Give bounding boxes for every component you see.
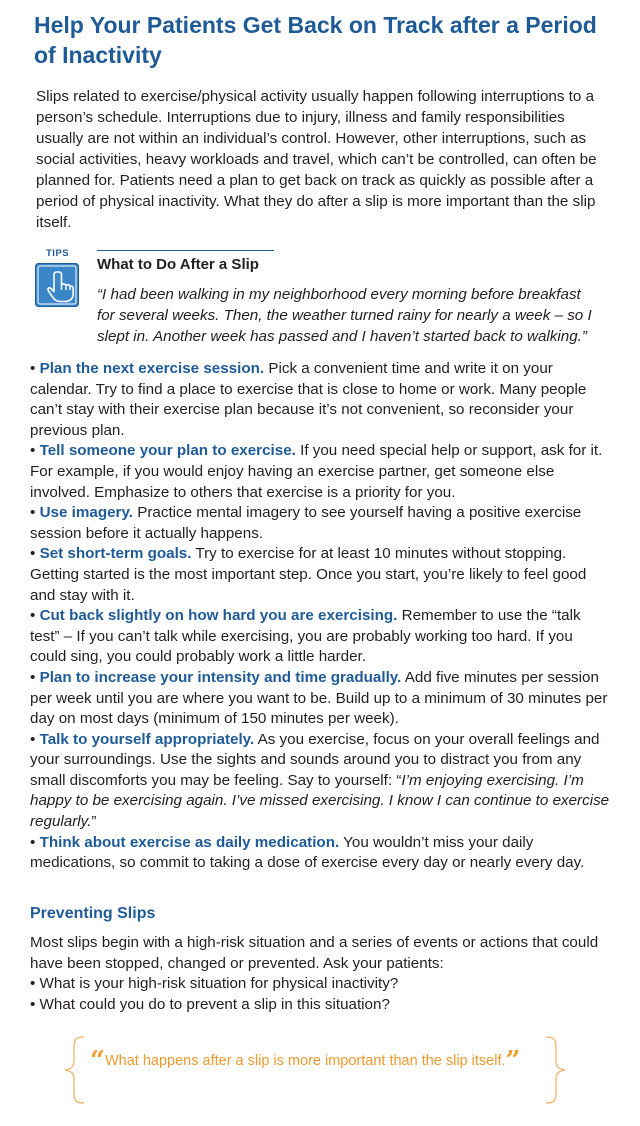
bullet-text: Practice mental imagery to see yourself having a positive exercise session before it actually happens. [30,504,582,542]
tips-label: TIPS [46,248,70,259]
pull-quote [90,1046,550,1076]
tips-quote: “I had been walking in my neighborhood every morning before breakfast for several weeks. Then, the weather turned rainy for nearly a week – so I slept in. Another week has passed and I haven’t started back to walking.” [97,286,592,345]
left-brace-decoration [62,1035,88,1105]
bullet-marker: • [30,668,36,686]
list-item [30,359,612,441]
bullet-text: Pick a convenient time and write it on your calendar. Try to find a place to exercise that is close to home or work. Many people can’t stay with their exercise plan because it’s not convenient, so reconsider your previous plan. [30,360,587,439]
bullet-text-after: ” [91,813,97,831]
bullet-italic-text: I’m enjoying exercising. I’m happy to be exercising again. I’ve missed exercising. I know I can continue to exercise regularly. [30,771,610,831]
bullet-marker: • [30,360,36,377]
bullet-lead: Tell someone your plan to exercise. [39,442,296,460]
tips-divider [97,250,274,251]
bullet-marker: • [30,730,36,748]
bullet-lead: Plan the next exercise session. [39,360,265,377]
list-item [30,833,612,874]
bullet-marker: • [30,545,36,563]
list-item [30,668,612,730]
list-item [30,730,612,833]
tips-heading: What to Do After a Slip [97,256,259,273]
tips-list [30,359,612,874]
preventing-slips-heading: Preventing Slips [30,905,156,922]
list-item [30,606,612,668]
preventing-slips-body [30,933,612,1015]
bullet-lead: Plan to increase your intensity and time gradually. [39,668,402,686]
close-quote-mark: ” [505,1046,521,1076]
bullet-marker: • [30,833,36,851]
preventing-slips-text: Most slips begin with a high-risk situation and a series of events or actions that could have been stopped, changed or prevented. Ask your patients: [30,934,599,972]
bullet-text: Try to exercise for at least 10 minutes without stopping. Getting started is the most important step. Once you start, you’re likely to feel good and stay with it. [30,545,587,604]
bullet-lead: Think about exercise as daily medication. [39,833,340,851]
list-item: • What could you do to prevent a slip in this situation? [30,995,390,1013]
list-item [30,503,612,544]
pull-quote-text: What happens after a slip is more important than the slip itself. [104,1053,506,1069]
bullet-marker: • [30,442,36,460]
bullet-text: Remember to use the “talk test” – If you can’t talk while exercising, you are probably working too hard. If you could sing, you could probably work a little harder. [30,607,581,666]
hand-pointing-up-icon [35,263,79,307]
bullet-marker: • [30,504,36,522]
page-title: Help Your Patients Get Back on Track after a Period of Inactivity [34,12,597,68]
bullet-lead: Cut back slightly on how hard you are exercising. [39,607,398,625]
bullet-text: If you need special help or support, ask for it. For example, if you would enjoy having an exercise partner, get someone else involved. Emphasize to others that exercise is a priority for you. [30,442,603,501]
right-brace-decoration [542,1035,568,1105]
list-item [30,544,612,606]
bullet-marker: • [30,607,36,625]
bullet-lead: Talk to yourself appropriately. [39,730,255,748]
bullet-lead: Use imagery. [39,504,133,522]
bullet-text: You wouldn’t miss your daily medications, so commit to taking a dose of exercise every day or nearly every day. [30,833,585,872]
bullet-lead: Set short-term goals. [39,545,192,563]
bullet-text: As you exercise, focus on your overall feelings and your surroundings. Use the sights and sounds around you to distract you from any small discomforts you may be feeling. Say to yourself: “ [30,730,600,789]
list-item [30,441,612,503]
list-item: • What is your high-risk situation for physical inactivity? [30,975,399,993]
bullet-text: Add five minutes per session per week until you are where you want to be. Build up to a minimum of 30 minutes per day on most days (minimum of 150 minutes per week). [30,668,608,728]
open-quote-mark: “ [90,1046,105,1076]
intro-paragraph: Slips related to exercise/physical activity usually happen following interruptions to a person’s schedule. Interruptions due to injury, illness and family responsibilities usually are not within an individual’s control. However, other interruptions, such as social activities, heavy workloads and travel, which can’t be controlled, can often be planned for. Patients need a plan to get back on track as quickly as possible after a period of physical inactivity. What they do after a slip is more important than the slip itself. [36,88,597,231]
